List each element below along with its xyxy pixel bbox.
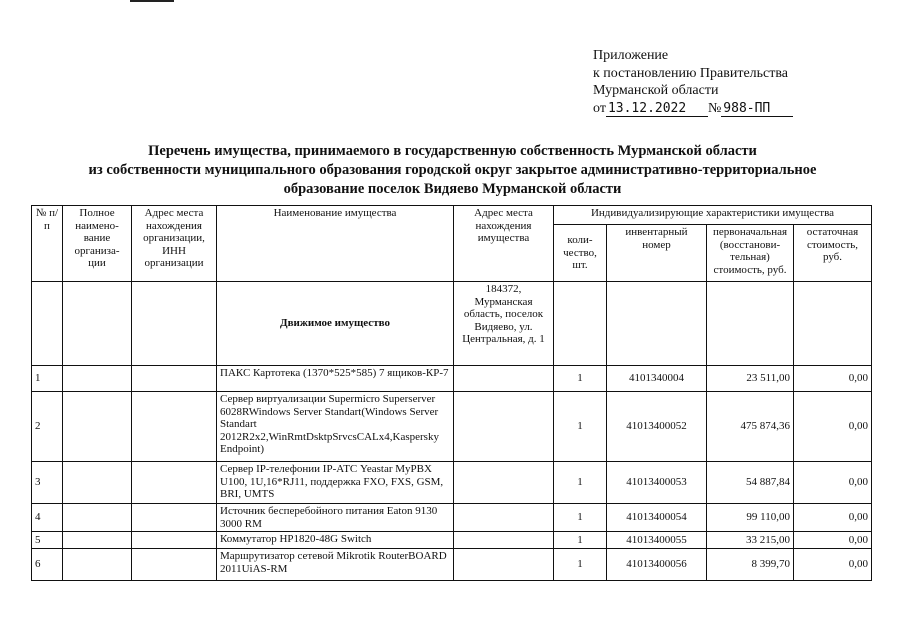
asset-inventory: 41013400055 — [607, 532, 707, 549]
header-num: № п/п — [32, 206, 63, 282]
asset-residual-cost: 0,00 — [794, 532, 872, 549]
title-line-3: образование поселок Видяево Мурманской области — [283, 181, 622, 197]
asset-initial-cost: 475 874,36 — [707, 392, 794, 462]
asset-qty: 1 — [554, 504, 607, 532]
asset-name: ПАКС Картотека (1370*525*585) 7 ящиков-КР-7 — [217, 366, 454, 392]
asset-residual-cost: 0,00 — [794, 392, 872, 462]
table-row — [32, 532, 872, 549]
asset-qty: 1 — [554, 392, 607, 462]
asset-residual-cost: 0,00 — [794, 366, 872, 392]
asset-qty: 1 — [554, 462, 607, 504]
asset-initial-cost: 23 511,00 — [707, 366, 794, 392]
table-row — [32, 549, 872, 581]
row-num: 6 — [32, 549, 63, 581]
scan-artifact-line — [130, 0, 174, 2]
asset-name: Сервер IP-телефонии IP-АТС Yeastar MyPBX U100, 1U,16*RJ11, поддержка FXO, FXS, GSM, BRI, UMTS — [217, 462, 454, 504]
asset-inventory: 4101340004 — [607, 366, 707, 392]
row-num: 1 — [32, 366, 63, 392]
appendix-date-line — [593, 100, 793, 118]
header-residual-cost: остаточная стоимость, руб. — [794, 225, 872, 282]
asset-initial-cost: 99 110,00 — [707, 504, 794, 532]
header-qty: коли-чество, шт. — [554, 225, 607, 282]
date-prefix: от — [593, 100, 606, 116]
appendix-resolution: к постановлению Правительства — [593, 65, 789, 81]
number-prefix: № — [707, 100, 722, 116]
table-row — [32, 392, 872, 462]
resolution-date: 13.12.2022 — [606, 102, 708, 117]
asset-qty: 1 — [554, 532, 607, 549]
asset-name: Коммутатор HP1820-48G Switch — [217, 532, 454, 549]
section-address: 184372, Мурманская область, поселок Видяево, ул. Центральная, д. 1 — [454, 282, 554, 366]
asset-qty: 1 — [554, 366, 607, 392]
asset-name: Источник бесперебойного питания Eaton 9130 3000 RM — [217, 504, 454, 532]
header-row-1 — [32, 206, 872, 225]
header-org-name: Полное наимено-вание организа-ции — [63, 206, 132, 282]
asset-inventory: 41013400056 — [607, 549, 707, 581]
title-line-2: из собственности муниципального образования городской округ закрытое административно-территориальное — [88, 162, 817, 178]
header-asset-name: Наименование имущества — [217, 206, 454, 282]
asset-initial-cost: 8 399,70 — [707, 549, 794, 581]
asset-qty: 1 — [554, 549, 607, 581]
asset-table — [31, 205, 872, 581]
row-num: 5 — [32, 532, 63, 549]
title-line-1: Перечень имущества, принимаемого в государственную собственность Мурманской области — [148, 143, 757, 159]
asset-initial-cost: 54 887,84 — [707, 462, 794, 504]
asset-inventory: 41013400052 — [607, 392, 707, 462]
asset-residual-cost: 0,00 — [794, 549, 872, 581]
appendix-region: Мурманской области — [593, 83, 719, 98]
row-num: 2 — [32, 392, 63, 462]
appendix-block — [593, 47, 793, 117]
header-asset-address: Адрес места нахождения имущества — [454, 206, 554, 282]
document-title — [20, 142, 885, 199]
header-inventory: инвентарный номер — [607, 225, 707, 282]
table-row — [32, 366, 872, 392]
asset-name: Маршрутизатор сетевой Mikrotik RouterBOARD 2011UiAS-RM — [217, 549, 454, 581]
appendix-title: Приложение — [593, 48, 669, 63]
asset-inventory: 41013400053 — [607, 462, 707, 504]
row-num: 4 — [32, 504, 63, 532]
section-row — [32, 282, 872, 366]
asset-residual-cost: 0,00 — [794, 462, 872, 504]
table-row — [32, 504, 872, 532]
header-initial-cost: первоначальная (восстанови-тельная) стоимость, руб. — [707, 225, 794, 282]
asset-inventory: 41013400054 — [607, 504, 707, 532]
table-row — [32, 462, 872, 504]
asset-residual-cost: 0,00 — [794, 504, 872, 532]
header-characteristics: Индивидуализирующие характеристики имущества — [554, 206, 872, 225]
resolution-number: 988-ПП — [721, 102, 793, 117]
row-num: 3 — [32, 462, 63, 504]
asset-initial-cost: 33 215,00 — [707, 532, 794, 549]
header-org-address: Адрес места нахождения организации, ИНН организации — [132, 206, 217, 282]
section-label: Движимое имущество — [217, 282, 454, 366]
asset-name: Сервер виртуализации Supermicro Superserver 6028RWindows Server Standart(Windows Server Standart 2012R2x2,WinRmtDsktpSrvcsCALx4,Kaspersky Endpoint) — [217, 392, 454, 462]
